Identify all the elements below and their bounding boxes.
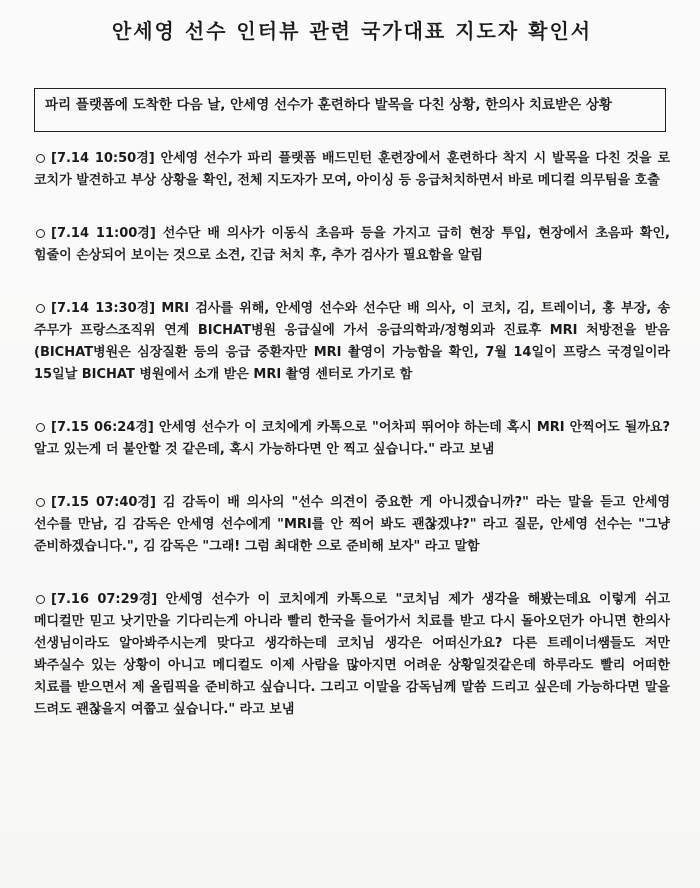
document-title: 안세영 선수 인터뷰 관련 국가대표 지도자 확인서 (111, 19, 593, 43)
entry-text: 선수단 배 의사가 이동식 초음파 등을 가지고 급히 현장 투입, 현장에서 초음파 확인, 힘줄이 손상되어 보이는 것으로 소견, 긴급 처치 후, 추가 검사가 필요함을 알림 (34, 226, 670, 263)
entry-item (34, 589, 670, 721)
entry-item (34, 148, 670, 192)
entry-item (34, 417, 670, 461)
entry-time: [7.15 06:24경] (51, 420, 154, 435)
entry-item (34, 492, 670, 558)
circle-bullet-icon (36, 498, 45, 507)
summary-box: 파리 플랫폼에 도착한 다음 날, 안세영 선수가 훈련하다 발목을 다친 상황, 한의사 치료받은 상황 (34, 88, 666, 132)
entry-text: MRI 검사를 위해, 안세영 선수와 선수단 배 의사, 이 코치, 김, 트레이너, 홍 부장, 송 주무가 프랑스조직위 연계 BICHAT병원 응급실에 가서 응급의학과/정형외과 진료후 MRI 처방전을 받음(BICHAT병원은 심장질환 등의 응급 중환자만 MRI 촬영이 가능함을 확인, 7월 14일이 프랑스 국경일이라 15일날 BICHAT 병원에서 소개 받은 MRI 촬영 센터로 가기로 함 (34, 301, 670, 382)
entry-item (34, 223, 670, 267)
entry-text: 김 감독이 배 의사의 "선수 의견이 중요한 게 아니겠습니까?" 라는 말을 듣고 안세영 선수를 만남, 김 감독은 안세영 선수에게 "MRI를 안 찍어 봐도 괜찮겠냐?" 라고 질문, 안세영 선수는 "그냥 준비하겠습니다.", 김 감독은 "그래! 그럼 최대한 으로 준비해 보자" 라고 말함 (34, 495, 671, 554)
entry-time: [7.15 07:40경] (51, 495, 156, 510)
entry-time: [7.14 10:50경] (51, 151, 155, 166)
entry-text: 안세영 선수가 이 코치에게 카톡으로 "코치님 제가 생각을 해봤는데요 이렇게 쉬고 메디컬만 믿고 낫기만을 기다리는게 아니라 빨리 한국을 들어가서 치료를 받고 다시 돌아오던가 아니면 한의사 선생님이라도 알아봐주시는게 맞다고 생각하는데 코치님 생각은 어떠신가요? 다른 트레이너쌤들도 저만 봐주실수 있는 상황이 아니고 메디컬도 이제 사람을 많아지면 어려운 상황일것같은데 하루라도 빨리 어떠한 치료를 받으면서 제 올림픽을 준비하고 싶습니다. 그리고 이말을 감독님께 말씀 드리고 싶은데 가능하다면 말을 드려도 괜찮을지 여쭙고 싶습니다." 라고 보냄 (34, 592, 671, 717)
entry-item (34, 298, 670, 386)
circle-bullet-icon (36, 154, 45, 163)
entry-text: 안세영 선수가 이 코치에게 카톡으로 "어차피 뛰어야 하는데 혹시 MRI 안찍어도 될까요? 알고 있는게 더 불안할 것 같은데, 혹시 가능하다면 안 찍고 싶습니다." 라고 보냄 (34, 420, 671, 457)
entry-time: [7.14 11:00경] (51, 226, 156, 241)
entry-list (34, 148, 670, 721)
circle-bullet-icon (36, 423, 45, 432)
circle-bullet-icon (36, 304, 45, 313)
circle-bullet-icon (36, 229, 45, 238)
entry-time: [7.16 07:29경] (51, 592, 158, 607)
entry-time: [7.14 13:30경] (51, 301, 156, 316)
circle-bullet-icon (36, 595, 45, 604)
entry-text: 안세영 선수가 파리 플랫폼 배드민턴 훈련장에서 훈련하다 착지 시 발목을 다친 것을 로 코치가 발견하고 부상 상황을 확인, 전체 지도자가 모여, 아이싱 등 응급처치하면서 바로 메디컬 의무팀을 호출 (34, 151, 671, 188)
